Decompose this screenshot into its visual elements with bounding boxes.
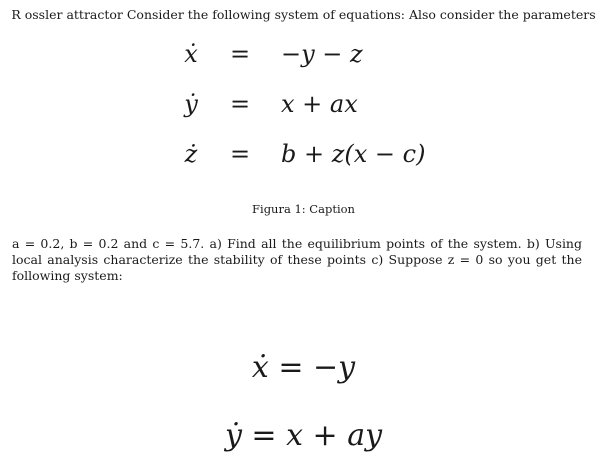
equation-rhs: b + z(x − c)	[281, 140, 426, 168]
equals-sign: =	[229, 40, 251, 68]
intro-text: R ossler attractor Consider the following system of equations: Also consider the parameters	[11, 7, 596, 22]
equation-lhs: ẏ	[184, 90, 198, 118]
reduced-equation-y: ẏ = x + ay	[224, 418, 383, 453]
equation-row-y	[0, 90, 607, 140]
equation-lhs: ẋ	[184, 40, 198, 68]
equation-rhs: x + ax	[281, 90, 358, 118]
equation-row-z	[0, 140, 607, 190]
equation-rhs: −y − z	[281, 40, 363, 68]
figure-caption: Figura 1: Caption	[252, 202, 355, 216]
equation-system	[0, 40, 607, 190]
equation-row-x	[0, 40, 607, 90]
equals-sign: =	[229, 90, 251, 118]
equals-sign: =	[229, 140, 251, 168]
equation-lhs: ż	[184, 140, 198, 168]
reduced-equation-x: ẋ = −y	[251, 350, 356, 385]
problem-text: a = 0.2, b = 0.2 and c = 5.7. a) Find all the equilibrium points of the system. b) Using local analysis characterize the stability of these points c) Suppose z = 0 so you get the following system:	[12, 236, 582, 283]
